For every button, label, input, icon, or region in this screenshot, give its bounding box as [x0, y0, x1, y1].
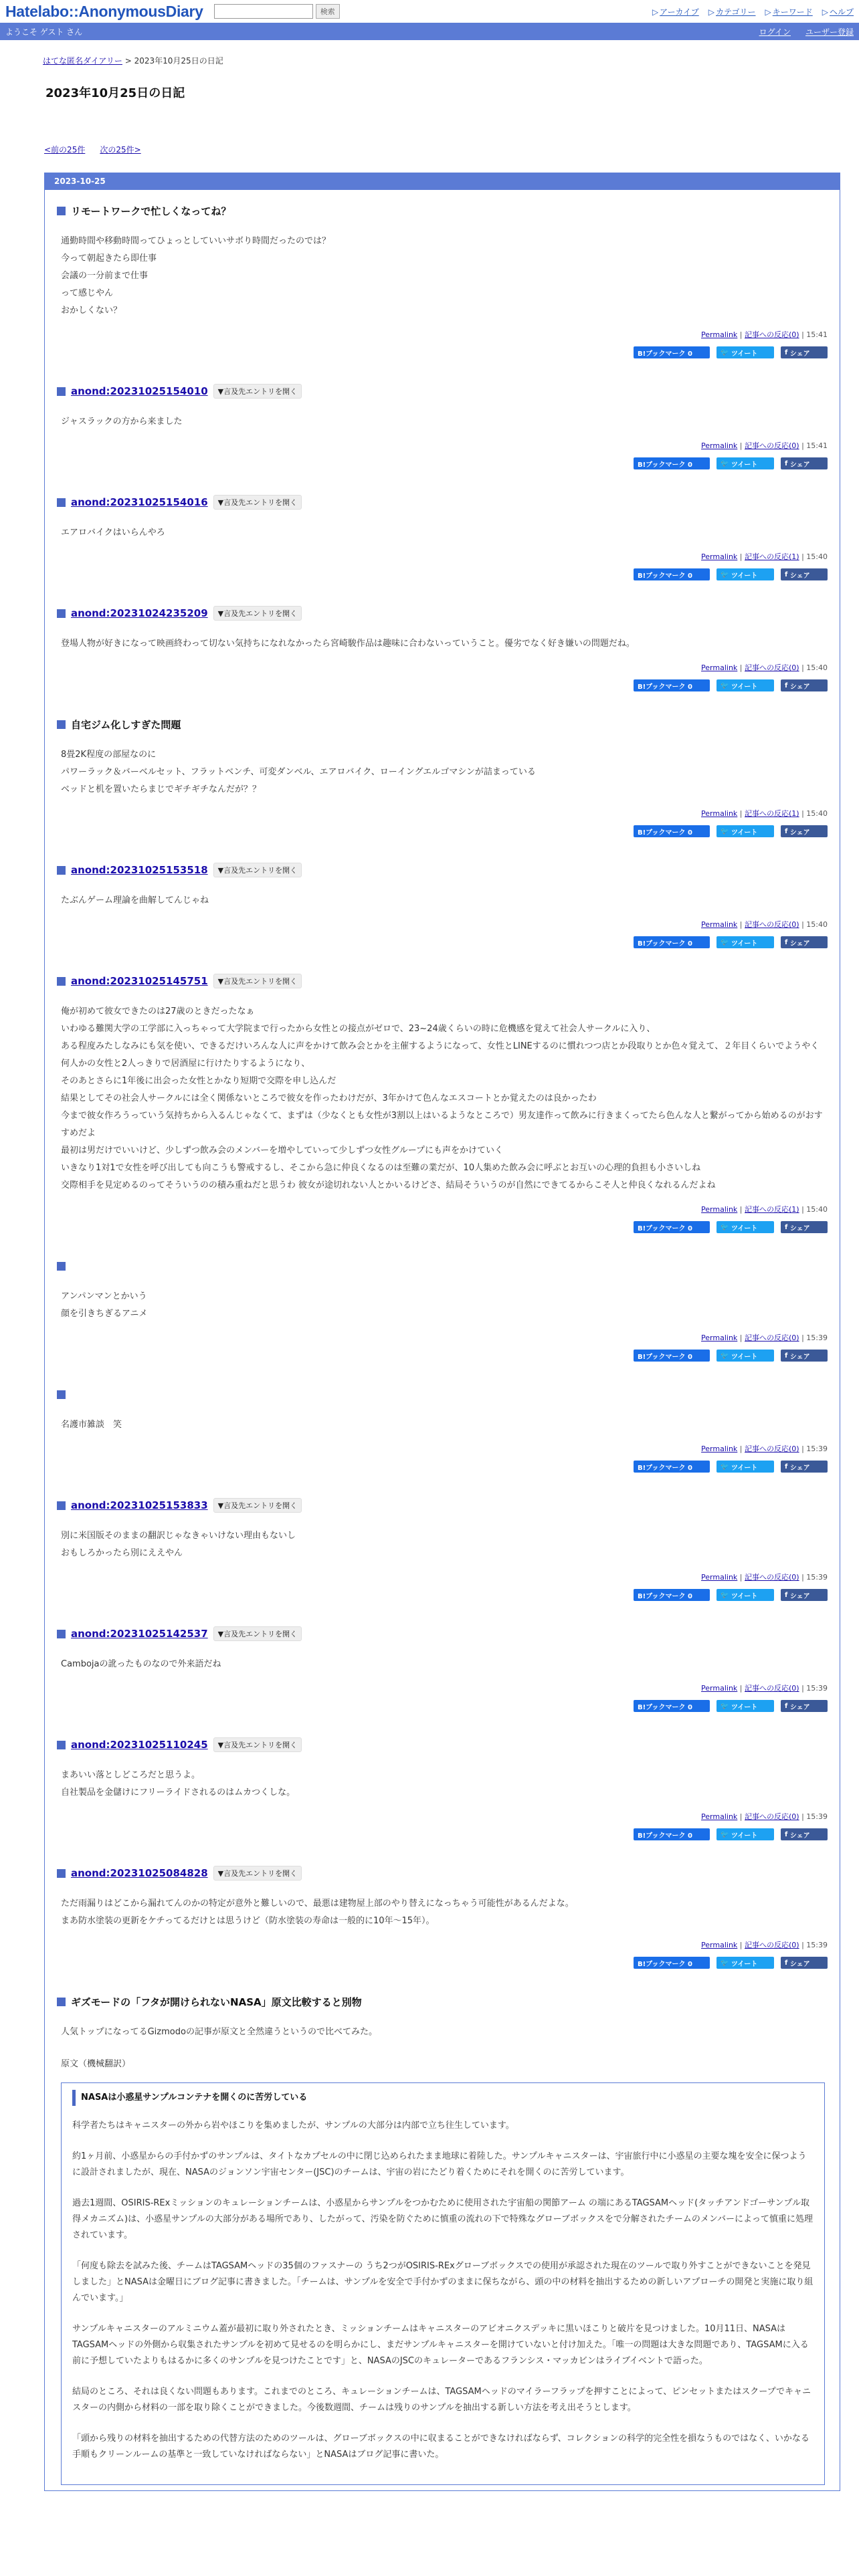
- facebook-share-button[interactable]: f シェア: [781, 1221, 828, 1233]
- tweet-button[interactable]: 🐦 ツイート: [717, 1828, 774, 1840]
- entry: [45, 1981, 840, 2490]
- twitter-icon: 🐦: [721, 681, 731, 689]
- responses-link[interactable]: 記事への反応(0): [745, 1684, 799, 1693]
- arrow-icon: ▷: [708, 7, 714, 17]
- entry-title-text: 自宅ジム化しすぎた問題: [71, 718, 181, 731]
- entry-title-link[interactable]: anond:20231025154010: [71, 385, 208, 397]
- entry-line: 今まで彼女作ろうっていう気持ちから入るんじゃなくて、まずは（少なくとも女性が3割以上はいるようなところで）男友達作って飲みに行きまくってたら色んな人と繋がってから始めるのがおすすめだよ: [61, 1111, 823, 1138]
- entry-line: 最初は男だけでいいけど、少しずつ飲み会のメンバーを増やしていって少しずつ女性グループにも声をかけていく: [61, 1146, 504, 1156]
- twitter-icon: 🐦: [721, 827, 731, 835]
- open-reference-button[interactable]: ▼言及先エントリを開く: [213, 1498, 302, 1513]
- entry-line: 名護市雑談 笑: [61, 1420, 122, 1430]
- entry-time: 15:39: [806, 1941, 828, 1949]
- hatena-bookmark-button[interactable]: B!ブックマーク 0: [634, 1221, 710, 1233]
- search-form: [214, 4, 340, 19]
- entry-meta: Permalink | 記事への反応(0) | 15:41: [701, 330, 828, 339]
- entry-line: まあ防水塗装の更新をケチってるだけとは思うけど（防水塗装の寿命は一般的に10年〜15年）。: [61, 1916, 435, 1926]
- entry-time: 15:39: [806, 1684, 828, 1693]
- entry-line: 今って朝起きたら即仕事: [61, 253, 157, 263]
- entry-meta: Permalink | 記事への反応(0) | 15:39: [701, 1812, 828, 1821]
- facebook-icon: f: [785, 1352, 790, 1360]
- hatena-bookmark-button[interactable]: B!ブックマーク 0: [634, 679, 710, 691]
- facebook-share-button[interactable]: f シェア: [781, 568, 828, 580]
- permalink-link[interactable]: Permalink: [701, 663, 738, 672]
- facebook-icon: f: [785, 1959, 790, 1967]
- login-link[interactable]: ログイン: [759, 27, 791, 37]
- entry: [45, 704, 840, 849]
- quote-paragraphs: [72, 2118, 814, 2463]
- entry-body: [57, 219, 828, 320]
- entry: [45, 849, 840, 960]
- entry-title-link[interactable]: anond:20231025153518: [71, 864, 208, 876]
- entry-meta: Permalink | 記事への反応(1) | 15:40: [701, 809, 828, 818]
- hatena-bookmark-button[interactable]: B!ブックマーク 0: [634, 1350, 710, 1362]
- entry-title: [57, 1386, 828, 1403]
- responses-link[interactable]: 記事への反応(0): [745, 920, 799, 929]
- facebook-icon: f: [785, 681, 790, 689]
- entry-line: 俺が初めて彼女できたのは27歳のときだったなぁ: [61, 1006, 255, 1016]
- open-reference-button[interactable]: ▼言及先エントリを開く: [213, 1626, 302, 1641]
- permalink-link[interactable]: Permalink: [701, 552, 738, 561]
- entry-time: 15:41: [806, 330, 828, 339]
- entry-list: [45, 190, 840, 1981]
- entry-line: そのあとさらに1年後に出会った女性とかなり短期で交際を申し込んだ: [61, 1076, 337, 1086]
- entry-line: 会議の一分前まで仕事: [61, 271, 149, 281]
- tweet-button[interactable]: 🐦 ツイート: [717, 1350, 774, 1362]
- facebook-icon: f: [785, 1463, 790, 1471]
- permalink-link[interactable]: Permalink: [701, 1444, 738, 1453]
- entry-line: ジャスラックの方から来ました: [61, 417, 183, 427]
- open-reference-button[interactable]: ▼言及先エントリを開く: [213, 974, 302, 988]
- pager: [0, 101, 859, 155]
- hatena-bookmark-button[interactable]: B!ブックマーク 0: [634, 825, 710, 837]
- entry-time: 15:39: [806, 1444, 828, 1453]
- twitter-icon: 🐦: [721, 459, 731, 467]
- facebook-icon: f: [785, 570, 790, 578]
- entry: [45, 1724, 840, 1852]
- quote-paragraph: 「頭から残りの材料を抽出するための代替方法のためのツールは、グローブボックスの中に収まることができなければならず、コレクションの科学的完全性を損なうものではなく、いかなる手順もクリーンルームの基準と一致していなければならない」とNASAはブログ記事に書いた。: [72, 2434, 809, 2460]
- breadcrumb-root[interactable]: はてな匿名ダイアリー: [43, 56, 122, 66]
- tweet-button[interactable]: 🐦 ツイート: [717, 679, 774, 691]
- entry-meta: Permalink | 記事への反応(0) | 15:39: [701, 1444, 828, 1453]
- entry-meta: Permalink | 記事への反応(0) | 15:39: [701, 1684, 828, 1693]
- entry-time: 15:40: [806, 809, 828, 818]
- facebook-share-button[interactable]: f シェア: [781, 1828, 828, 1840]
- square-bullet-icon: [57, 1390, 66, 1399]
- responses-link[interactable]: 記事への反応(1): [745, 552, 799, 561]
- permalink-link[interactable]: Permalink: [701, 1941, 738, 1949]
- facebook-share-button[interactable]: f シェア: [781, 1461, 828, 1473]
- entry-title: [57, 1864, 828, 1882]
- permalink-link[interactable]: Permalink: [701, 441, 738, 450]
- entry-time: 15:40: [806, 1205, 828, 1214]
- twitter-icon: 🐦: [721, 570, 731, 578]
- facebook-icon: f: [785, 1830, 790, 1838]
- open-reference-button[interactable]: ▼言及先エントリを開く: [213, 1866, 302, 1881]
- entry-title: [57, 972, 828, 990]
- entry: [45, 960, 840, 1245]
- facebook-icon: f: [785, 348, 790, 356]
- permalink-link[interactable]: Permalink: [701, 330, 738, 339]
- tweet-button[interactable]: 🐦 ツイート: [717, 1700, 774, 1712]
- share-buttons: [57, 1214, 828, 1240]
- facebook-share-button[interactable]: f シェア: [781, 346, 828, 358]
- welcome-text: ようこそ ゲスト さん: [5, 27, 83, 37]
- entry-body: [57, 1514, 828, 1562]
- permalink-link[interactable]: Permalink: [701, 1333, 738, 1342]
- responses-link[interactable]: 記事への反応(0): [745, 663, 799, 672]
- entry-line: Cambojaの訛ったものなので外来語だね: [61, 1659, 221, 1669]
- permalink-link[interactable]: Permalink: [701, 1205, 738, 1214]
- entry: [45, 370, 840, 481]
- entry-body: [57, 879, 828, 909]
- hatena-bookmark-button[interactable]: B!ブックマーク 0: [634, 1828, 710, 1840]
- entry-body: [57, 1753, 828, 1802]
- entry-body: [57, 622, 828, 653]
- entry-time: 15:39: [806, 1333, 828, 1342]
- square-bullet-icon: [57, 609, 66, 618]
- square-bullet-icon: [57, 866, 66, 875]
- quote-paragraph: 結局のところ、それは良くない問題もあります。これまでのところ、キュレーションチームは、TAGSAMヘッドのマイラーフラップを押すことによって、ピンセットまたはスクープでキャニスターの内側から材料の一部を取り除くことができました。今後数週間、チームは残りのサンプルを抽出する新しい方法を考え出そうとします。: [72, 2387, 812, 2413]
- entry-time: 15:40: [806, 663, 828, 672]
- hatena-bookmark-button[interactable]: B!ブックマーク 0: [634, 1957, 710, 1969]
- open-reference-button[interactable]: ▼言及先エントリを開く: [213, 1737, 302, 1752]
- open-reference-button[interactable]: ▼言及先エントリを開く: [213, 384, 302, 399]
- entry-title: [57, 716, 828, 733]
- entry: [45, 1485, 840, 1613]
- twitter-icon: 🐦: [721, 1591, 731, 1599]
- entry-line: アンパンマンとかいう: [61, 1291, 147, 1301]
- entry-body: [57, 1275, 828, 1323]
- prev-page-link[interactable]: <前の25件: [44, 145, 86, 154]
- entry-body: [57, 1882, 828, 1930]
- entry: [45, 1613, 840, 1724]
- entry-line: いわゆる難関大学の工学部に入っちゃって大学院まで行ったから女性との接点がゼロで、23~24歳くらいの時に危機感を覚えて社会人サークルに入り、: [61, 1024, 656, 1034]
- tweet-button[interactable]: 🐦 ツイート: [717, 346, 774, 358]
- entry-title-link[interactable]: anond:20231025154016: [71, 496, 208, 508]
- arrow-icon: ▷: [822, 7, 828, 17]
- entry-title: [57, 494, 828, 511]
- permalink-link[interactable]: Permalink: [701, 809, 738, 818]
- entry-line: 通勤時間や移動時間ってひょっとしていいサボり時間だったのでは？: [61, 236, 331, 246]
- entry-line: 交際相手を見定めるのってそういうのの積み重ねだと思うわ 彼女が途切れない人とかいるけどさ、結局そういうのが自然にできてるからこそ人と仲良くなれるんだよね: [61, 1180, 716, 1190]
- quote-paragraph: サンプルキャニスターのアルミニウム蓋が最初に取り外されたとき、ミッションチームはキャニスターのアビオニクスデッキに黒いほこりと破片を見つけました。10月11日、NASAはTAGSAMヘッドの外側から収集されたサンプルを初めて見せるのを明らかにし、まだサンプルキャニスターを開けていないと付け加えた。「唯一の問題は大きな問題であり、TAGSAMに入る前に予想していたよりもはるかに多くのサンプルを見つけたことです」と、NASAのJSCのキュレーターであるフランシス・マッカビンはライブイベントで語った。: [72, 2324, 809, 2366]
- tweet-button[interactable]: 🐦 ツイート: [717, 1957, 774, 1969]
- facebook-share-button[interactable]: f シェア: [781, 1589, 828, 1601]
- entry-title: [57, 605, 828, 622]
- header-links: [652, 6, 854, 17]
- responses-link[interactable]: 記事への反応(0): [745, 330, 799, 339]
- square-bullet-icon: [57, 387, 66, 396]
- search-input[interactable]: [214, 4, 313, 19]
- share-buttons: [57, 819, 828, 844]
- twitter-icon: 🐦: [721, 1830, 731, 1838]
- entry-title-link[interactable]: anond:20231025145751: [71, 975, 208, 987]
- hatena-bookmark-button[interactable]: B!ブックマーク 0: [634, 568, 710, 580]
- responses-link[interactable]: 記事への反応(1): [745, 1205, 799, 1214]
- twitter-icon: 🐦: [721, 1959, 731, 1967]
- share-buttons: [57, 1822, 828, 1847]
- entry-line: 顔を引きちぎるアニメ: [61, 1309, 148, 1319]
- entry-body: [57, 1642, 828, 1673]
- twitter-icon: 🐦: [721, 1702, 731, 1710]
- square-bullet-icon: [57, 977, 66, 986]
- entry-line: いきなり1対1で女性を呼び出しても向こうも警戒するし、そこから急に仲良くなるのは至難の業だが、10人集めた飲み会に呼ぶとお互いの心理的負担も小さいしね: [61, 1163, 701, 1173]
- responses-link[interactable]: 記事への反応(0): [745, 1573, 799, 1582]
- tweet-button[interactable]: 🐦 ツイート: [717, 936, 774, 948]
- page-title: 2023年10月25日の日記: [45, 86, 185, 100]
- entry-meta: Permalink | 記事への反応(1) | 15:40: [701, 1205, 828, 1214]
- entry-line: 登場人物が好きになって映画終わって切ない気持ちになれなかったら宮崎駿作品は趣味に合わないっていうこと。優劣でなく好き嫌いの問題だね。: [61, 639, 635, 649]
- entry-meta: Permalink | 記事への反応(0) | 15:39: [701, 1573, 828, 1582]
- entry-title-link[interactable]: anond:20231025142537: [71, 1628, 208, 1640]
- facebook-icon: f: [785, 1702, 790, 1710]
- quote-paragraph: 約1ヶ月前、小惑星からの手付かずのサンプルは、タイトなカプセルの中に閉じ込められたまま地球に着陸した。サンプルキャニスターは、宇宙旅行中に小惑星の主要な塊を安全に保つように設計されましたが、現在、NASAのジョンソン宇宙センター(JSC)のチームは、宇宙の岩にたどり着くためにそれを開くのに苦労しています。: [72, 2151, 807, 2177]
- entry-time: 15:41: [806, 441, 828, 450]
- permalink-link[interactable]: Permalink: [701, 920, 738, 929]
- entry-line: たぶんゲーム理論を曲解してんじゃね: [61, 895, 209, 905]
- entry-title-link[interactable]: anond:20231024235209: [71, 607, 208, 619]
- quote-paragraph: 過去1週間、OSIRIS-RExミッションのキュレーションチームは、小惑星からサンプルをつかむために使用された宇宙船の関節アーム の端にあるTAGSAMヘッド(タッチアンドゴーサンプル取得メカニズム)は、小惑星サンプルの大部分がある場所であり、したがって、汚染を防ぐために慎重の流れの下で特殊なグローブボックスをで分解されたチームのメンバーによって慎重に処理されています。: [72, 2198, 813, 2240]
- open-reference-button[interactable]: ▼言及先エントリを開く: [213, 495, 302, 510]
- breadcrumb: はてな匿名ダイアリー > 2023年10月25日の日記: [43, 56, 223, 66]
- square-bullet-icon: [57, 1869, 66, 1878]
- twitter-icon: 🐦: [721, 1463, 731, 1471]
- entry-meta: Permalink | 記事への反応(0) | 15:41: [701, 441, 828, 450]
- entry: [45, 481, 840, 593]
- entry-title: [57, 1625, 828, 1642]
- responses-link[interactable]: 記事への反応(1): [745, 809, 799, 818]
- facebook-share-button[interactable]: f シェア: [781, 457, 828, 469]
- entry-body: [57, 400, 828, 431]
- entry-title: [57, 1497, 828, 1514]
- hatena-bookmark-button[interactable]: B!ブックマーク 0: [634, 1589, 710, 1601]
- square-bullet-icon: [57, 207, 66, 215]
- entry-line: 結果としてその社会人サークルには全く関係ないところで彼女を作ったわけだが、3年かけて色んなエスコートとか覚えたのは良かったわ: [61, 1093, 597, 1103]
- responses-link[interactable]: 記事への反応(0): [745, 441, 799, 450]
- entry-line: って感じやん: [61, 288, 114, 298]
- tweet-button[interactable]: 🐦 ツイート: [717, 1221, 774, 1233]
- open-reference-button[interactable]: ▼言及先エントリを開く: [213, 606, 302, 621]
- site-logo[interactable]: Hatelabo::AnonymousDiary: [5, 2, 203, 20]
- square-bullet-icon: [57, 1998, 66, 2006]
- top-header: [0, 0, 859, 23]
- square-bullet-icon: [57, 720, 66, 729]
- responses-link[interactable]: 記事への反応(0): [745, 1941, 799, 1949]
- entry: [45, 1245, 840, 1374]
- day-header: 2023-10-25: [45, 173, 840, 190]
- share-buttons: [57, 1582, 828, 1608]
- entry-title: [57, 202, 828, 219]
- entry-time: 15:40: [806, 552, 828, 561]
- square-bullet-icon: [57, 1501, 66, 1510]
- entry-line: おかしくない？: [61, 306, 122, 316]
- hatena-bookmark-button[interactable]: B!ブックマーク 0: [634, 346, 710, 358]
- blockquote: [61, 2082, 825, 2485]
- open-reference-button[interactable]: ▼言及先エントリを開く: [213, 863, 302, 877]
- twitter-icon: 🐦: [721, 1223, 731, 1231]
- entry-title: [57, 861, 828, 879]
- facebook-icon: f: [785, 1591, 790, 1599]
- entry-line: エアロバイクはいらんやろ: [61, 528, 165, 538]
- entry: [45, 1852, 840, 1981]
- tweet-button[interactable]: 🐦 ツイート: [717, 825, 774, 837]
- hatena-bookmark-button[interactable]: B!ブックマーク 0: [634, 457, 710, 469]
- facebook-icon: f: [785, 1223, 790, 1231]
- register-link[interactable]: ユーザー登録: [805, 27, 854, 37]
- facebook-share-button[interactable]: f シェア: [781, 679, 828, 691]
- share-buttons: [57, 1693, 828, 1719]
- entry-line: パワーラック＆バーベルセット、フラットベンチ、可変ダンベル、エアロバイク、ローイングエルゴマシンが詰まっている: [61, 767, 536, 777]
- facebook-icon: f: [785, 827, 790, 835]
- entry-meta: Permalink | 記事への反応(0) | 15:40: [701, 920, 828, 929]
- facebook-share-button[interactable]: f シェア: [781, 936, 828, 948]
- twitter-icon: 🐦: [721, 1352, 731, 1360]
- entry-title: [57, 383, 828, 400]
- link-category[interactable]: カテゴリー: [715, 7, 756, 17]
- entry-body: [57, 733, 828, 798]
- user-bar: [0, 23, 859, 40]
- entry-body: 人気トップになってるGizmodoの記事が原文と全然違うというので比べてみた。 原文（機械翻訳）: [61, 2027, 377, 2069]
- facebook-share-button[interactable]: f シェア: [781, 1350, 828, 1362]
- breadcrumb-current: 2023年10月25日の日記: [134, 56, 223, 66]
- permalink-link[interactable]: Permalink: [701, 1812, 738, 1821]
- entry-time: 15:40: [806, 920, 828, 929]
- entry-title: ギズモードの「フタが開けられないNASA」原文比較すると別物: [57, 1993, 828, 2010]
- entry-line: ただ雨漏りはどこから漏れてんのかの特定が意外と難しいので、最悪は建物屋上部のやり替えになっちゃう可能性があるんだよな。: [61, 1899, 574, 1909]
- entry-meta: Permalink | 記事への反応(0) | 15:40: [701, 663, 828, 672]
- share-buttons: [57, 1454, 828, 1479]
- facebook-share-button[interactable]: f シェア: [781, 1700, 828, 1712]
- tweet-button[interactable]: 🐦 ツイート: [717, 457, 774, 469]
- entry-meta: Permalink | 記事への反応(0) | 15:39: [701, 1941, 828, 1949]
- entry-body: [57, 990, 828, 1194]
- entry-time: 15:39: [806, 1812, 828, 1821]
- entry-body: [57, 511, 828, 542]
- tweet-button[interactable]: 🐦 ツイート: [717, 1589, 774, 1601]
- twitter-icon: 🐦: [721, 938, 731, 946]
- entry-line: まあいい落としどころだと思うよ。: [61, 1770, 201, 1780]
- tweet-button[interactable]: 🐦 ツイート: [717, 568, 774, 580]
- entry-line: ベッドと机を置いたらまじでギチギチなんだが？？: [61, 784, 262, 794]
- day-section: [44, 173, 840, 2491]
- entry-title-link[interactable]: anond:20231025153833: [71, 1499, 208, 1511]
- arrow-icon: ▷: [765, 7, 771, 17]
- search-button[interactable]: 検索: [316, 4, 340, 19]
- entry-title-link[interactable]: anond:20231025110245: [71, 1739, 208, 1751]
- arrow-icon: ▷: [652, 7, 659, 17]
- quote-title: NASAは小惑星サンプルコンテナを開くのに苦労している: [72, 2090, 814, 2106]
- link-keyword[interactable]: キーワード: [772, 7, 813, 17]
- square-bullet-icon: [57, 1630, 66, 1638]
- entry-meta: Permalink | 記事への反応(1) | 15:40: [701, 552, 828, 561]
- share-buttons: [57, 562, 828, 587]
- permalink-link[interactable]: Permalink: [701, 1684, 738, 1693]
- link-archive[interactable]: アーカイブ: [660, 7, 699, 17]
- hatena-bookmark-button[interactable]: B!ブックマーク 0: [634, 1700, 710, 1712]
- entry-body: [57, 1403, 828, 1434]
- tweet-button[interactable]: 🐦 ツイート: [717, 1461, 774, 1473]
- quote-paragraph: 「何度も除去を試みた後、チームはTAGSAMヘッドの35個のファスナーの うち2つがOSIRIS-RExグローブボックスでの使用が承認された現在のツールで取り外すことができないことを発見しました」とNASAは金曜日にブログ記事に書きました。「チームは、サンプルを安全で手付かずのままに保ちながら、頭の中の材料を抽出するための新しいアプローチの開発と実施に取り組んでいます。」: [72, 2261, 814, 2303]
- share-buttons: [57, 451, 828, 476]
- entry-line: 自社製品を金儲けにフリーライドされるのはムカつくしな。: [61, 1788, 296, 1798]
- permalink-link[interactable]: Permalink: [701, 1573, 738, 1582]
- hatena-bookmark-button[interactable]: B!ブックマーク 0: [634, 936, 710, 948]
- share-buttons: [57, 1950, 828, 1975]
- entry-title-text: リモートワークで忙しくなってね？: [71, 205, 231, 217]
- responses-link[interactable]: 記事への反応(0): [745, 1444, 799, 1453]
- square-bullet-icon: [57, 498, 66, 507]
- entry-line: 8畳2K程度の部屋なのに: [61, 750, 157, 760]
- share-buttons: [57, 1343, 828, 1368]
- entry-title: [57, 1257, 828, 1275]
- share-buttons: [57, 673, 828, 698]
- entry-title: [57, 1736, 828, 1753]
- next-page-link[interactable]: 次の25件>: [100, 145, 141, 154]
- entry-title-link[interactable]: anond:20231025084828: [71, 1867, 208, 1879]
- twitter-icon: 🐦: [721, 348, 731, 356]
- responses-link[interactable]: 記事への反応(0): [745, 1812, 799, 1821]
- entry-line: おもしろかったら別にええやん: [61, 1548, 183, 1558]
- square-bullet-icon: [57, 1741, 66, 1749]
- hatena-bookmark-button[interactable]: B!ブックマーク 0: [634, 1461, 710, 1473]
- entry-meta: Permalink | 記事への反応(0) | 15:39: [701, 1333, 828, 1342]
- quote-paragraph: 科学者たちはキャニスターの外から岩やほこりを集めましたが、サンプルの大部分は内部で立ち往生しています。: [72, 2121, 514, 2131]
- responses-link[interactable]: 記事への反応(0): [745, 1333, 799, 1342]
- facebook-share-button[interactable]: f シェア: [781, 1957, 828, 1969]
- facebook-icon: f: [785, 459, 790, 467]
- facebook-share-button[interactable]: f シェア: [781, 825, 828, 837]
- link-help[interactable]: ヘルプ: [829, 7, 854, 17]
- entry: [45, 190, 840, 370]
- entry-line: ある程度みたしなみにも気を使い、できるだけいろんな人に声をかけて飲み会とかを主催するようになって、女性とLINEするのに慣れつつ店とか段取りとか色々覚えて、２年目くらいでようやく何人かの女性と2人っきりで居酒屋に行けたりするようになり、: [61, 1041, 820, 1069]
- facebook-icon: f: [785, 938, 790, 946]
- entry-time: 15:39: [806, 1573, 828, 1582]
- share-buttons: [57, 340, 828, 365]
- square-bullet-icon: [57, 1262, 66, 1271]
- entry-line: 別に米国版そのままの翻訳じゃなきゃいけない理由もないし: [61, 1531, 296, 1541]
- share-buttons: [57, 930, 828, 955]
- entry: [45, 593, 840, 704]
- entry: [45, 1374, 840, 1485]
